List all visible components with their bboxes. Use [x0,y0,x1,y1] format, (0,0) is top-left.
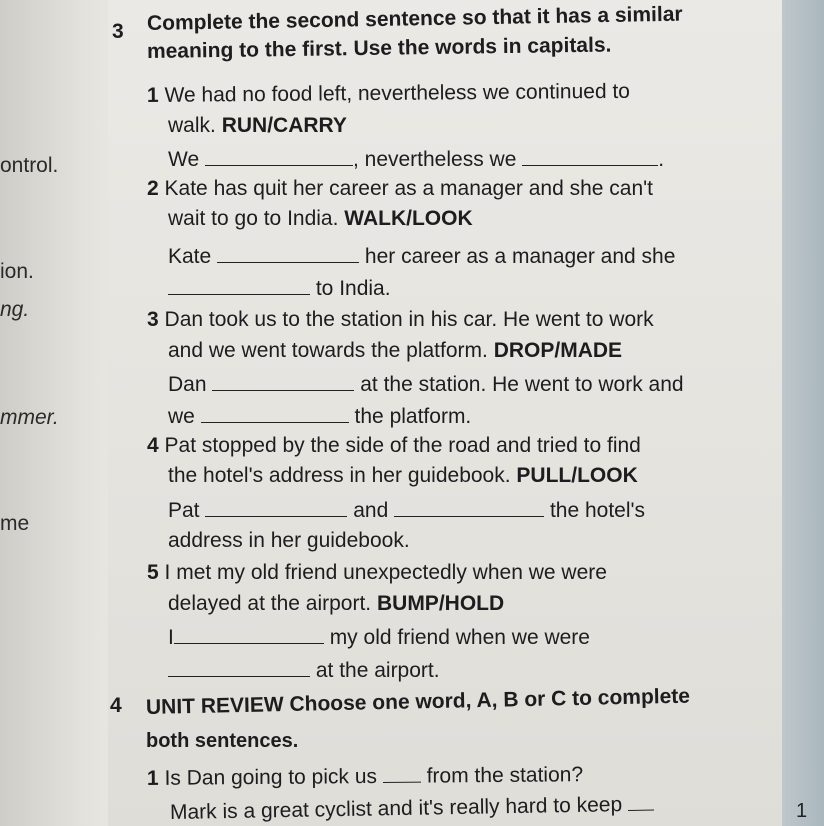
item-number: 1 [146,766,159,790]
item-sentence: Mark is a great cyclist and it's really hard to keep [169,793,623,824]
answer-text: Dan [168,373,207,396]
capitals-hint: RUN/CARRY [221,114,347,137]
item-sentence: delayed at the airport. [168,592,372,615]
item-sentence: We had no food left, nevertheless we continued to [164,79,631,107]
answer-text: to India. [315,277,391,300]
answer-text: at the station. He went to work and [360,373,684,396]
item-sentence: walk. [168,114,216,137]
item-sentence: I met my old friend unexpectedly when we were [164,561,607,584]
capitals-hint: PULL/LOOK [516,464,638,487]
answer-text: Pat [168,499,200,522]
capitals-hint: WALK/LOOK [344,207,473,230]
item-5-answer [168,625,590,650]
item-number: 3 [147,308,159,331]
answer-text: . [658,148,665,171]
item-2-line2 [168,207,473,231]
answer-blank[interactable] [174,625,324,644]
answer-text: I [168,626,174,649]
item-2-answer [168,244,675,269]
answer-blank[interactable] [205,498,347,517]
item-sentence: and we went towards the platform. [168,339,488,362]
item-5-line2 [168,592,504,616]
answer-text: the platform. [354,405,472,428]
item-4-answer [168,498,645,523]
answer-text: We [168,148,200,171]
previous-page-edge [0,0,120,826]
item-4-answer-line2 [168,529,410,553]
margin-text: ion. [0,260,34,283]
exercise-item-1 [147,80,630,108]
item-3-line2 [168,339,622,363]
exercise-item-4 [147,434,641,458]
item-4-line2 [168,464,638,488]
answer-blank[interactable] [201,404,349,423]
review-item-1 [147,762,583,791]
margin-text: me [0,512,30,535]
margin-text: ontrol. [0,154,59,177]
item-number: 1 [146,83,159,107]
answer-text: we [168,405,195,428]
item-sentence: the hotel's address in her guidebook. [168,464,511,487]
exercise-item-3 [147,308,654,332]
answer-blank[interactable] [212,372,354,391]
answer-blank[interactable] [628,792,654,811]
answer-text: at the airport. [315,659,440,682]
answer-blank[interactable] [168,658,310,677]
section-3-title-line1: Complete the second sentence so that it has a similar [146,2,683,35]
item-3-answer-line2 [168,404,471,429]
item-sentence: Dan took us to the station in his car. He went to work [164,308,654,331]
item-sentence: Kate has quit her career as a manager and she can't [164,177,654,200]
capitals-hint: DROP/MADE [493,339,623,362]
answer-blank[interactable] [394,498,544,517]
section-4-title-line1: UNIT REVIEW Choose one word, A, B or C to complete [145,684,691,719]
item-sentence: Is Dan going to pick us [164,764,378,790]
item-1-answer [168,147,664,172]
answer-text: my old friend when we were [329,626,590,649]
exercise-item-2 [147,177,653,201]
margin-text: mmer. [0,406,59,429]
item-number: 4 [147,434,159,457]
item-1-line2 [168,114,347,138]
answer-blank[interactable] [205,147,353,166]
item-sentence: Pat stopped by the side of the road and tried to find [164,434,641,457]
section-4-number: 4 [110,694,122,717]
answer-text: her career as a manager and she [364,245,676,268]
next-page-edge [782,0,824,826]
item-5-answer-line2 [168,658,440,683]
answer-text: , nevertheless we [352,148,517,171]
answer-blank[interactable] [217,244,359,263]
section-4-title-line2: both sentences. [146,730,299,752]
capitals-hint: BUMP/HOLD [376,592,505,615]
answer-blank[interactable] [168,276,310,295]
item-number: 2 [147,177,159,200]
answer-blank[interactable] [522,147,658,166]
margin-text: ng. [0,298,30,321]
answer-text: address in her guidebook. [168,529,410,552]
item-3-answer [168,372,684,397]
exercise-item-5 [147,561,607,585]
item-sentence: wait to go to India. [168,207,339,230]
section-3-title-line2: meaning to the first. Use the words in capitals. [146,33,612,63]
item-2-answer-line2 [168,276,391,301]
item-number: 5 [147,561,159,584]
answer-text: Kate [168,245,212,268]
answer-text: and [353,499,389,522]
section-3-number: 3 [112,20,124,43]
page-number: 1 [796,800,808,822]
answer-text: the hotel's [549,499,646,522]
item-sentence: from the station? [426,763,584,788]
answer-blank[interactable] [383,764,421,783]
